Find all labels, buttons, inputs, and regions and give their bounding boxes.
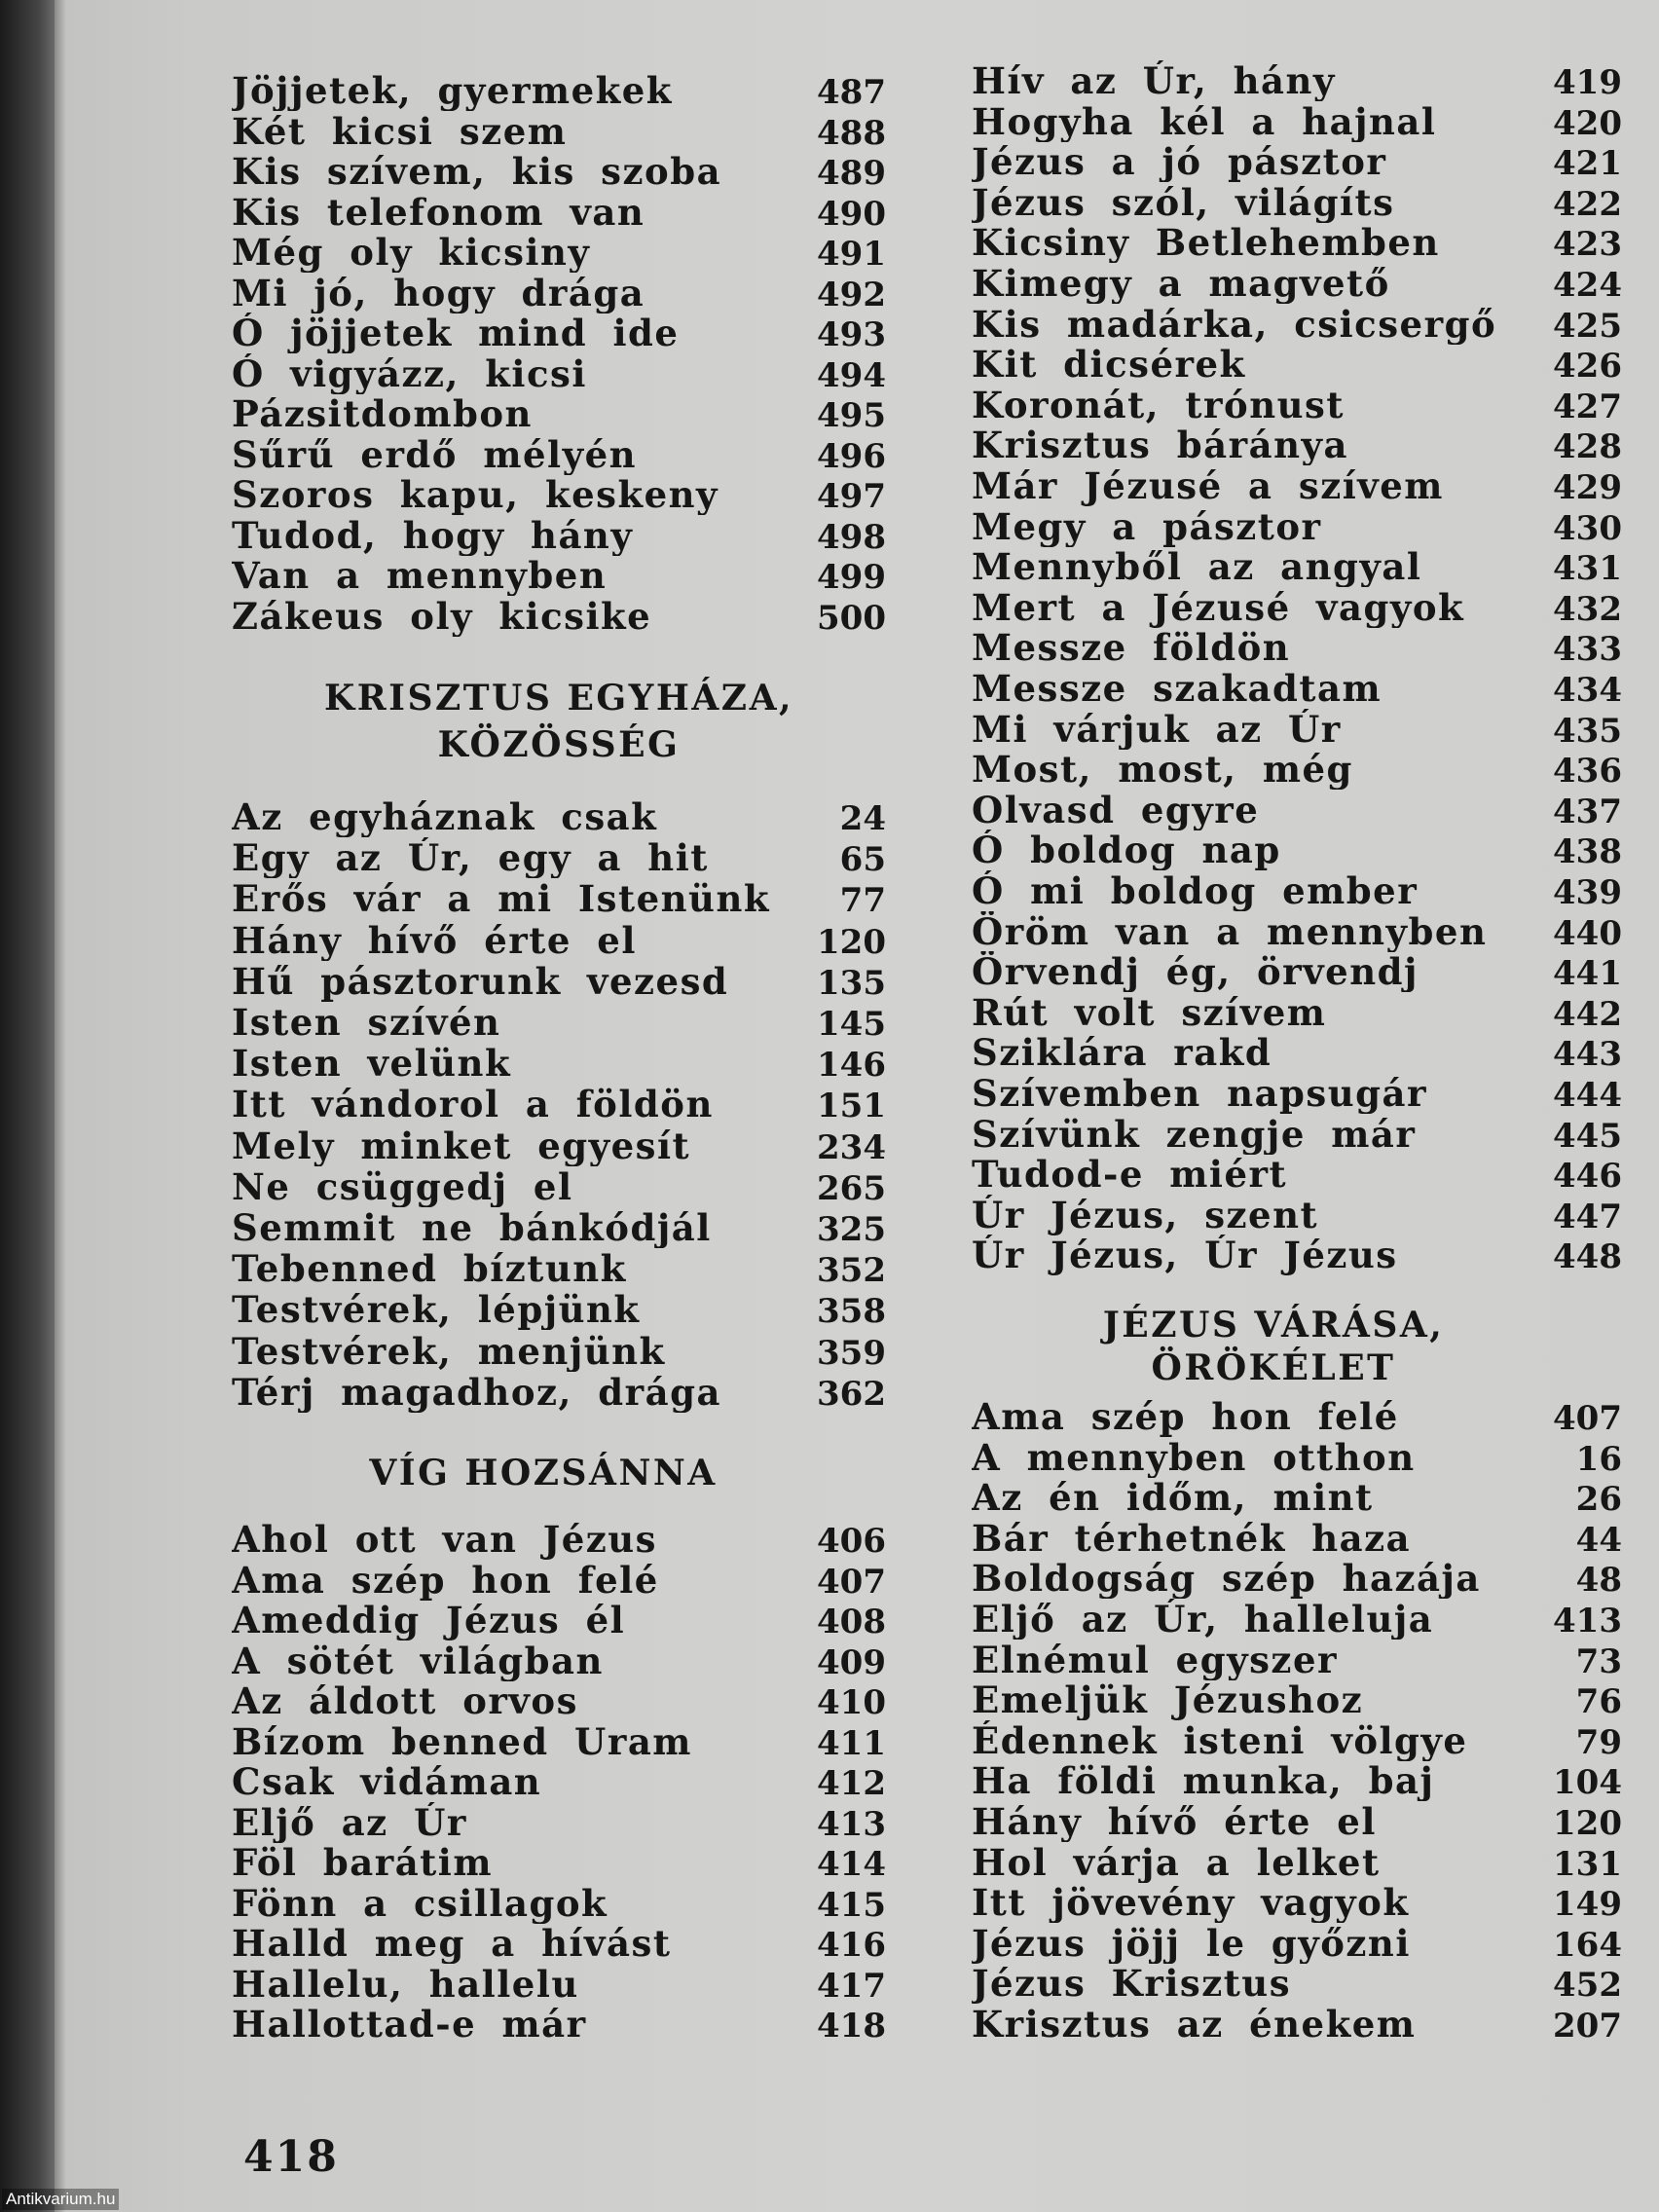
index-entry [232,555,886,596]
entry-number: 65 [839,840,886,880]
entry-title: Az egyháznak csak [232,796,658,837]
entry-number: 495 [817,396,886,435]
entry-number: 358 [817,1292,886,1332]
entry-title: Itt jövevény vagyok [972,1882,1410,1924]
index-entry [232,232,886,273]
entry-number: 427 [1553,387,1622,426]
entry-title: Tebenned bíztunk [232,1248,627,1290]
entry-number: 417 [817,1966,886,2006]
entry-title: Egy az Úr, egy a hit [232,837,709,879]
entry-title: Fönn a csillagok [232,1882,608,1924]
entry-title: Kis telefonom van [232,191,645,233]
entry-title: Emeljük Jézushoz [972,1679,1364,1721]
entry-number: 418 [817,2007,886,2046]
index-entry [232,1560,886,1601]
index-entry [232,111,886,152]
entry-title: Mi várjuk az Úr [972,708,1342,750]
entry-title: Mi jó, hogy drága [232,272,645,313]
entry-title: Van a mennyben [232,555,608,596]
entry-number: 412 [817,1764,886,1803]
entry-title: Ó jöjjetek mind ide [232,313,680,353]
index-entry [232,515,886,556]
entry-number: 492 [817,275,886,314]
index-entry [972,1114,1622,1155]
entry-number: 452 [1553,1966,1622,2006]
index-entry [232,878,886,919]
entry-number: 352 [817,1251,886,1291]
entry-number: 415 [817,1885,886,1925]
index-entry [232,796,886,837]
entry-number: 490 [817,194,886,234]
entry-number: 149 [1553,1885,1622,1925]
index-entry [972,1396,1622,1437]
entry-title: Pázsitdombon [232,393,533,434]
index-entry [232,1680,886,1721]
index-entry [232,920,886,961]
entry-number: 145 [817,1005,886,1044]
index-entry [232,837,886,878]
entry-title: Szoros kapu, keskeny [232,474,719,515]
index-entry [972,1720,1622,1761]
entry-title: Olvasd egyre [972,789,1260,830]
entry-title: Kis madárka, csicsergő [972,303,1497,345]
entry-title: Csak vidáman [232,1761,542,1802]
entry-number: 407 [1553,1399,1622,1438]
entry-number: 435 [1553,711,1622,751]
entry-number: 79 [1575,1722,1622,1762]
index-entry [972,911,1622,952]
entry-number: 438 [1553,832,1622,872]
entry-number: 120 [817,922,886,962]
entry-title: Zákeus oly kicsike [232,595,652,637]
index-entry [232,1964,886,2005]
index-entry [972,263,1622,304]
entry-number: 413 [1553,1602,1622,1641]
entry-number: 433 [1553,630,1622,670]
entry-title: Hány hívő érte el [972,1801,1377,1842]
index-entry [972,1882,1622,1923]
index-entry [232,393,886,434]
entry-number: 500 [817,598,886,638]
index-entry [972,1923,1622,1964]
entry-title: Rút volt szívem [972,991,1327,1033]
index-entry [232,1331,886,1372]
entry-title: Eljő az Úr [232,1801,467,1843]
entry-number: 421 [1553,144,1622,184]
entry-number: 419 [1553,63,1622,102]
index-entry [232,1002,886,1043]
entry-title: Hol várja a lelket [972,1841,1381,1883]
entry-title: Jöjjetek, gyermekek [232,70,673,111]
entry-title: Öröm van a mennyben [972,910,1488,952]
entry-title: Krisztus az énekem [972,2004,1417,2045]
entry-title: Semmit ne bánkódjál [232,1207,712,1248]
entry-title: Messze szakadtam [972,668,1382,709]
entry-number: 425 [1553,306,1622,346]
index-entry [972,830,1622,870]
watermark: Antikvarium.hu [2,2189,119,2210]
entry-title: Sűrű erdő mélyén [232,433,638,475]
book-spine [0,0,55,2212]
entry-title: Édennek isteni völgye [972,1719,1468,1761]
index-entry [232,273,886,313]
section-heading: KÖZÖSSÉG [437,724,681,765]
entry-number: 496 [817,436,886,476]
section-heading: KRISZTUS EGYHÁZA, [323,678,794,719]
index-entry [972,1801,1622,1842]
entry-number: 432 [1553,589,1622,629]
entry-title: Ama szép hon felé [232,1559,659,1601]
entry-number: 430 [1553,508,1622,548]
entry-number: 24 [839,799,886,838]
index-entry [972,1963,1622,2004]
entry-number: 442 [1553,994,1622,1034]
index-entry [972,304,1622,345]
entry-number: 362 [817,1374,886,1414]
entry-title: Ó vigyázz, kicsi [232,352,587,394]
index-entry [232,1600,886,1641]
entry-number: 409 [817,1642,886,1682]
index-entry [232,70,886,111]
index-entry [232,1084,886,1124]
entry-title: Szívemben napsugár [972,1073,1427,1114]
index-entry [972,1842,1622,1883]
entry-title: Messze földön [972,627,1291,669]
entry-title: Tudod, hogy hány [232,514,634,556]
entry-title: Itt vándorol a földön [232,1084,714,1125]
entry-number: 414 [817,1845,886,1884]
index-entry [232,1923,886,1964]
entry-number: 48 [1575,1561,1622,1601]
entry-title: Erős vár a mi Istenünk [232,878,770,920]
index-entry [232,961,886,1002]
entry-number: 265 [817,1168,886,1208]
entry-number: 131 [1553,1844,1622,1884]
entry-title: Úr Jézus, Úr Jézus [972,1235,1398,1276]
index-entry [232,1883,886,1924]
entry-title: Eljő az Úr, halleluja [972,1599,1434,1640]
index-entry [972,1760,1622,1801]
index-entry [232,1519,886,1560]
entry-title: Bár térhetnék haza [972,1517,1412,1559]
entry-title: Kit dicsérek [972,344,1246,386]
entry-number: 426 [1553,347,1622,387]
index-entry [972,1235,1622,1275]
entry-number: 73 [1575,1641,1622,1681]
entry-title: Kimegy a magvető [972,263,1390,304]
index-entry [972,546,1622,587]
entry-number: 411 [817,1723,886,1763]
entry-number: 440 [1553,913,1622,953]
entry-title: Ó boldog nap [972,830,1281,871]
entry-number: 429 [1553,468,1622,507]
index-entry [232,1761,886,1802]
index-entry [972,1518,1622,1559]
entry-title: Krisztus báránya [972,424,1348,466]
index-entry [972,1679,1622,1720]
index-entry [232,151,886,192]
index-entry [232,596,886,637]
entry-number: 151 [817,1087,886,1126]
entry-title: Úr Jézus, szent [972,1194,1319,1235]
index-entry [972,1558,1622,1599]
entry-number: 207 [1553,2007,1622,2046]
index-entry [232,1248,886,1289]
entry-title: Most, most, még [972,749,1353,791]
entry-number: 104 [1553,1763,1622,1803]
entry-title: Ne csüggedj el [232,1165,573,1207]
entry-number: 44 [1575,1520,1622,1560]
entry-title: Hogyha kél a hajnal [972,100,1437,142]
entry-number: 491 [817,235,886,274]
entry-number: 439 [1553,873,1622,912]
index-entry [972,627,1622,668]
entry-title: Isten szívén [232,1002,501,1043]
entry-title: Két kicsi szem [232,110,568,152]
entry-number: 436 [1553,752,1622,792]
index-entry [232,353,886,394]
entry-number: 325 [817,1210,886,1249]
entry-title: Föl barátim [232,1842,493,1883]
entry-title: Megy a pásztor [972,505,1322,547]
entry-title: Ha földi munka, baj [972,1760,1435,1802]
entry-number: 487 [817,73,886,112]
entry-title: Koronát, trónust [972,384,1345,425]
entry-number: 77 [839,881,886,921]
index-entry [972,1195,1622,1235]
entry-number: 494 [817,355,886,395]
entry-number: 445 [1553,1116,1622,1156]
entry-title: Ó mi boldog ember [972,870,1419,911]
index-entry [972,1032,1622,1073]
index-entry [972,385,1622,425]
index-entry [232,1721,886,1762]
index-entry [972,870,1622,911]
index-entry [972,182,1622,223]
entry-title: Kicsiny Betlehemben [972,222,1440,264]
entry-number: 146 [817,1046,886,1086]
entry-number: 446 [1553,1157,1622,1197]
entry-title: Testvérek, lépjünk [232,1289,641,1331]
index-entry [972,1437,1622,1478]
index-entry [972,1599,1622,1640]
entry-number: 447 [1553,1197,1622,1236]
index-entry [972,101,1622,142]
entry-number: 135 [817,963,886,1003]
entry-title: Tudod-e miért [972,1154,1288,1196]
entry-title: Jézus jöjj le győzni [972,1922,1411,1964]
section-heading: VÍG HOZSÁNNA [369,1453,718,1493]
entry-number: 444 [1553,1076,1622,1115]
entry-title: Kis szívem, kis szoba [232,151,722,192]
index-entry [232,1125,886,1166]
index-entry [972,992,1622,1033]
entry-number: 416 [817,1926,886,1965]
entry-number: 413 [817,1804,886,1844]
entry-number: 434 [1553,671,1622,710]
entry-title: A sötét világban [232,1640,604,1681]
index-entry [232,313,886,353]
index-entry [972,790,1622,830]
entry-title: Bízom benned Uram [232,1720,692,1762]
entry-title: Szívünk zengje már [972,1113,1417,1155]
entry-number: 16 [1575,1439,1622,1479]
index-entry [232,1043,886,1084]
entry-title: Az én időm, mint [972,1477,1374,1519]
entry-number: 120 [1553,1804,1622,1843]
entry-title: Ameddig Jézus él [232,1600,626,1641]
index-entry [232,1842,886,1883]
entry-number: 428 [1553,427,1622,467]
entry-title: Hány hívő érte el [232,919,637,961]
index-entry [972,2004,1622,2045]
entry-number: 406 [817,1522,886,1561]
index-entry [972,141,1622,182]
index-entry [232,1641,886,1681]
entry-title: Halld meg a hívást [232,1923,672,1964]
index-entry [972,749,1622,790]
entry-number: 498 [817,517,886,557]
index-entry [972,1154,1622,1195]
entry-title: Isten velünk [232,1043,512,1085]
entry-number: 493 [817,315,886,354]
entry-number: 164 [1553,1925,1622,1965]
index-column-left [232,0,894,2212]
entry-number: 234 [817,1127,886,1167]
index-entry [232,1802,886,1843]
section-heading: ÖRÖKÉLET [1151,1347,1396,1388]
index-entry [972,1640,1622,1680]
entry-number: 422 [1553,184,1622,224]
index-entry [972,668,1622,709]
entry-number: 488 [817,113,886,153]
entry-title: A mennyben otthon [972,1436,1416,1478]
index-entry [972,1073,1622,1114]
entry-title: Még oly kicsiny [232,232,591,273]
entry-number: 76 [1575,1682,1622,1722]
entry-title: Ama szép hon felé [972,1396,1399,1437]
entry-number: 431 [1553,549,1622,589]
entry-title: Hű pásztorunk vezesd [232,960,729,1002]
entry-number: 420 [1553,103,1622,143]
index-entry [232,1372,886,1413]
entry-number: 489 [817,154,886,193]
index-entry [232,1166,886,1207]
entry-number: 408 [817,1603,886,1641]
entry-number: 443 [1553,1035,1622,1075]
index-entry [232,2004,886,2045]
index-entry [232,1289,886,1330]
index-entry [972,465,1622,506]
index-entry [232,1207,886,1248]
index-entry [972,1477,1622,1518]
entry-title: Ahol ott van Jézus [232,1519,658,1560]
entry-number: 437 [1553,792,1622,831]
entry-number: 26 [1575,1480,1622,1520]
index-entry [972,344,1622,385]
entry-number: 359 [817,1333,886,1373]
index-entry [232,192,886,233]
entry-title: Az áldott orvos [232,1680,578,1721]
entry-title: Testvérek, menjünk [232,1330,666,1372]
index-entry [972,60,1622,101]
index-entry [972,709,1622,750]
entry-number: 497 [817,477,886,516]
index-entry [972,506,1622,547]
index-column-right [972,0,1634,2212]
entry-number: 448 [1553,1237,1622,1277]
entry-number: 441 [1553,954,1622,994]
entry-number: 423 [1553,225,1622,265]
entry-title: Mert a Jézusé vagyok [972,586,1465,628]
entry-title: Örvendj ég, örvendj [972,951,1419,993]
entry-title: Jézus Krisztus [972,1963,1292,2005]
entry-title: Mely minket egyesít [232,1124,691,1166]
entry-number: 424 [1553,266,1622,305]
index-entry [232,434,886,475]
entry-title: Jézus a jó pásztor [972,141,1387,183]
index-entry [972,222,1622,263]
entry-title: Elnémul egyszer [972,1639,1338,1680]
entry-number: 499 [817,558,886,597]
entry-title: Térj magadhoz, drága [232,1371,721,1413]
index-entry [972,424,1622,465]
entry-number: 410 [817,1683,886,1722]
entry-title: Hallelu, hallelu [232,1963,579,2005]
entry-title: Boldogság szép hazája [972,1558,1481,1600]
entry-title: Hallottad-e már [232,2004,587,2045]
entry-title: Hív az Úr, hány [972,60,1336,101]
entry-number: 407 [817,1562,886,1602]
index-entry [232,474,886,515]
entry-title: Mennyből az angyal [972,546,1422,588]
page-number: 418 [243,2132,339,2182]
entry-title: Már Jézusé a szívem [972,465,1444,506]
section-heading: JÉZUS VÁRÁSA, [1102,1305,1445,1346]
index-entry [972,587,1622,628]
entry-title: Jézus szól, világíts [972,181,1395,223]
index-entry [972,951,1622,992]
entry-title: Sziklára rakd [972,1032,1272,1074]
